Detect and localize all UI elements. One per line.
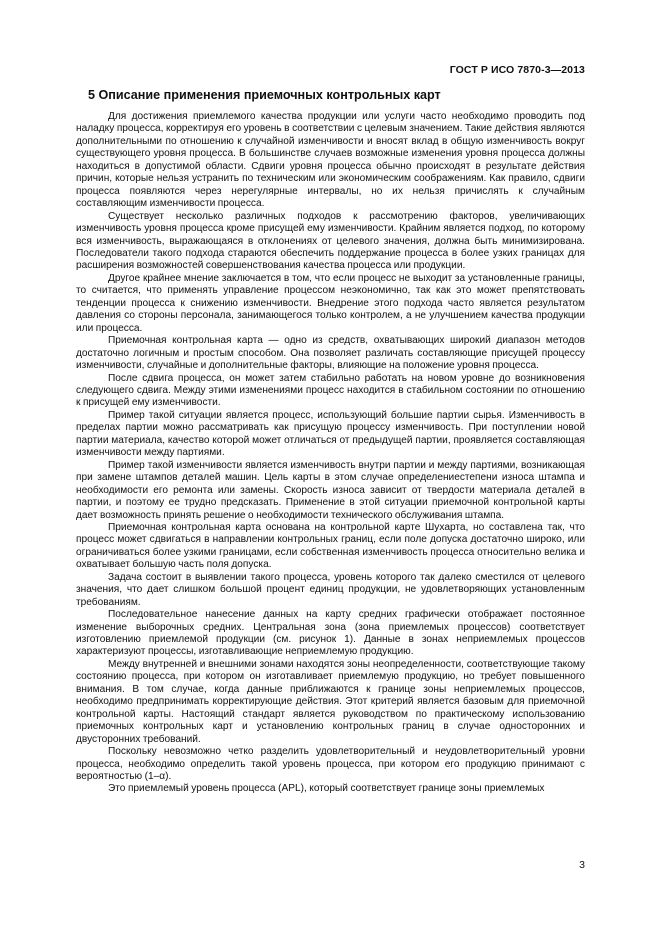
section-title: 5 Описание применения приемочных контрольных карт [88, 88, 441, 102]
paragraph: Существует несколько различных подходов к рассмотрению факторов, увеличивающих изменчивость уровня процесса кроме присущей ему изменчивости. Крайним является подход, по которому вся изменчивость, выражающаяся в отклонениях от целевого значения, должна быть минимизирована. Последователи такого подхода стараются обеспечить поддержание процесса в более узких границах для расширения возможностей совершенствования качества процесса или продукции. [76, 210, 585, 272]
paragraph: Приемочная контрольная карта основана на контрольной карте Шухарта, но составлена так, что процесс может сдвигаться в направлении контрольных границ, если поле допуска достаточно широко, или ограничиваться более узкими границами, если собственная изменчивость процесса относительно велика и охватывает большую часть поля допуска. [76, 521, 585, 571]
paragraph: Между внутренней и внешними зонами находятся зоны неопределенности, соответствующие такому состоянию процесса, при котором он изготавливает приемлемую продукцию, но требует повышенного внимания. В том случае, когда данные приближаются к границе зоны неприемлемых процессов, необходимо предпринимать корректирующие действия. Этот критерий является базовым для приемочной контрольной карты. Настоящий стандарт является руководством по практическому использованию приемочных контрольных карт и установлению контрольных границ в случае односторонних и двусторонних требований. [76, 658, 585, 745]
paragraph: Пример такой ситуации является процесс, использующий большие партии сырья. Изменчивость в пределах партии можно рассматривать как присущую процессу изменчивость. При поступлении новой партии материала, качество которой может отличаться от предыдущей партии, проявляется составляющая изменчивости между партиями. [76, 409, 585, 459]
paragraph: Это приемлемый уровень процесса (APL), который соответствует границе зоны приемлемых [108, 783, 545, 795]
paragraph: Задача состоит в выявлении такого процесса, уровень которого так далеко сместился от целевого значения, что дает слишком большой процент единиц продукции, не удовлетворяющих установленным требованиям. [76, 571, 585, 608]
paragraph: После сдвига процесса, он может затем стабильно работать на новом уровне до возникновения следующего сдвига. Между этими изменениями процесс находится в стабильном состоянии по отношению к присущей ему изменчивости. [76, 372, 585, 409]
paragraph: Последовательное нанесение данных на карту средних графически отображает постоянное изменение выборочных средних. Центральная зона (зона приемлемых процессов) соответствует изготовлению приемлемой продукции (см. рисунок 1). Данные в зонах неприемлемых процессов характеризуют процессы, изготавливающие неприемлемую продукцию. [76, 609, 585, 658]
paragraph: Другое крайнее мнение заключается в том, что если процесс не выходит за установленные границы, то считается, что применять управление процессом неэкономично, так как это может препятствовать тенденции процесса к снижению изменчивости. Внедрение этого подхода часто является результатом давления со стороны персонала, занимающегося только контролем, а не улучшением качества продукции или процесса. [76, 272, 585, 334]
body-text [76, 111, 585, 796]
paragraph: Для достижения приемлемого качества продукции или услуги часто необходимо проводить под наладку процесса, корректируя его уровень в соответствии с целевым значением. Такие действия являются дополнительными по отношению к случайной изменчивости и вносят вклад в общую изменчивость вокруг существующего уровня процесса. В большинстве случаев возможные изменения уровня процесса должны находиться в допустимой области. Сдвиги уровня процесса обычно происходят в результате действия причин, которые нельзя устранить по техническим или экономическим соображениям. Как правило, сдвиги процесса появляются через нерегулярные интервалы, но их нельзя причислять к случайным составляющим изменчивости процесса. [76, 111, 585, 210]
paragraph: Пример такой изменчивости является изменчивость внутри партии и между партиями, возникающая при замене штампов деталей машин. Цель карты в этом случае определениестепени износа штампа и необходимости его ремонта или замены. Скорость износа зависит от твердости материала деталей в партии, и поэтому ее трудно предсказать. Применение в этой ситуации приемочной контрольной карты дает возможность принять решение о необходимости технического обслуживания штампа. [76, 459, 585, 521]
paragraph: Приемочная контрольная карта — одно из средств, охватывающих широкий диапазон методов достаточно логичным и простым способом. Она позволяет различать составляющие присущей процессу изменчивости, случайные и дополнительные факторы, влияющие на положение уровня процесса. [76, 335, 585, 372]
page-number: 3 [579, 859, 585, 871]
standard-designation: ГОСТ Р ИСО 7870-3—2013 [449, 64, 585, 76]
paragraph: Поскольку невозможно четко разделить удовлетворительный и неудовлетворительный уровни процесса, необходимо определить такой уровень процесса, при котором его продукцию принимают с вероятностью (1–α). [76, 746, 585, 783]
